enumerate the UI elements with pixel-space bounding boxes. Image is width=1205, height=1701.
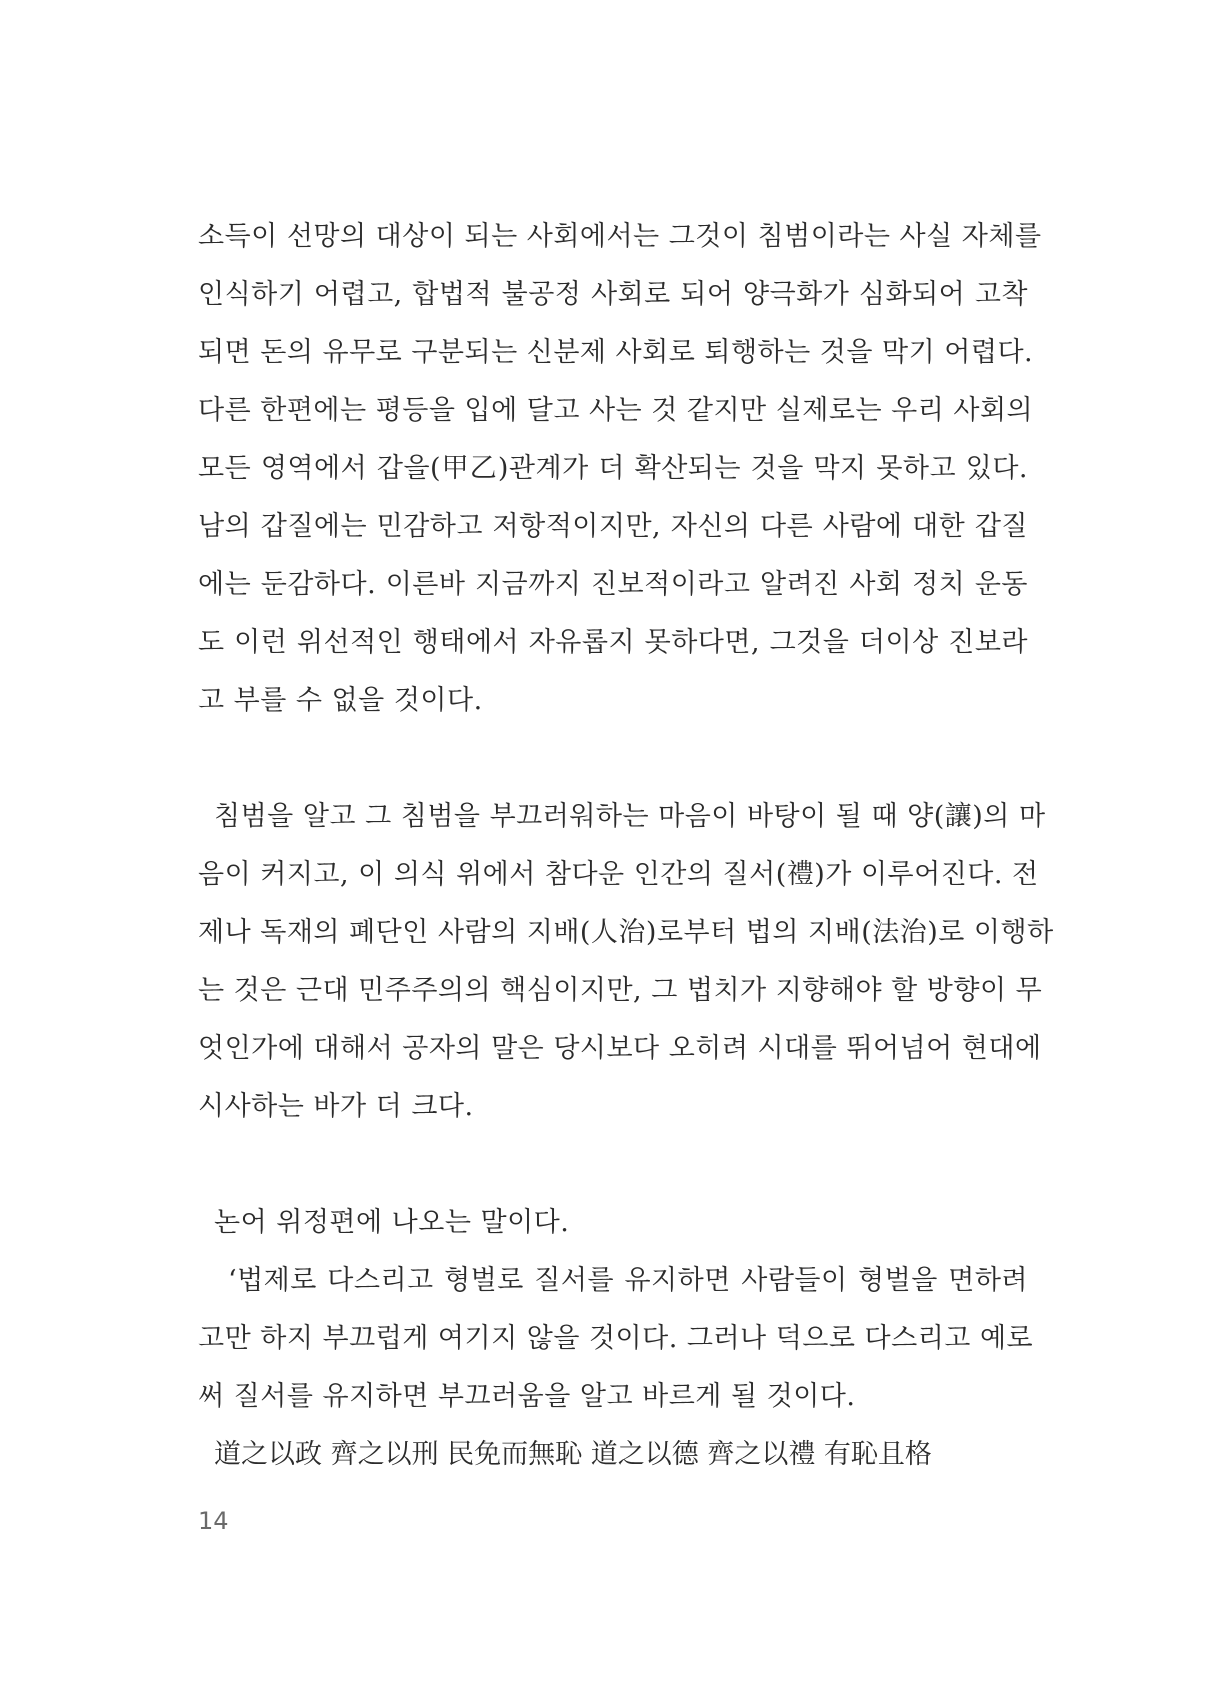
text-line: 에는 둔감하다. 이른바 지금까지 진보적이라고 알려진 사회 정치 운동: [198, 569, 1028, 600]
text-line: 는 것은 근대 민주주의의 핵심이지만, 그 법치가 지향해야 할 방향이 무: [198, 975, 1043, 1006]
page-body: [198, 208, 1054, 1484]
intro-line: 논어 위정편에 나오는 말이다.: [214, 1207, 570, 1238]
paragraph-3: [198, 1194, 1034, 1484]
text-line: 모든 영역에서 갑을(甲乙)관계가 더 확산되는 것을 막지 못하고 있다.: [198, 453, 1028, 484]
text-line: 음이 커지고, 이 의식 위에서 참다운 인간의 질서(禮)가 이루어진다. 전: [198, 859, 1039, 890]
paragraph-1: [198, 208, 1042, 730]
paragraph-gap: [198, 1136, 1028, 1194]
text-line: 고 부를 수 없을 것이다.: [198, 685, 483, 716]
text-line: 다른 한편에는 평등을 입에 달고 사는 것 같지만 실제로는 우리 사회의: [198, 395, 1034, 426]
text-line: 되면 돈의 유무로 구분되는 신분제 사회로 퇴행하는 것을 막기 어렵다.: [198, 337, 1034, 368]
quote-line: 고만 하지 부끄럽게 여기지 않을 것이다. 그러나 덕으로 다스리고 예로: [198, 1323, 1034, 1354]
text-line: 침범을 알고 그 침범을 부끄러워하는 마음이 바탕이 될 때 양(讓)의 마: [214, 801, 1046, 832]
text-line: 도 이런 위선적인 행태에서 자유롭지 못하다면, 그것을 더이상 진보라: [198, 627, 1028, 658]
quote-line: ‘법제로 다스리고 형벌로 질서를 유지하면 사람들이 형벌을 면하려: [228, 1265, 1028, 1296]
page-number: 14: [198, 1507, 229, 1535]
text-line: 인식하기 어렵고, 합법적 불공정 사회로 되어 양극화가 심화되어 고착: [198, 279, 1028, 310]
text-line: 남의 갑질에는 민감하고 저항적이지만, 자신의 다른 사람에 대한 갑질: [198, 511, 1028, 542]
paragraph-gap: [198, 730, 1028, 788]
quote-line: 써 질서를 유지하면 부끄러움을 알고 바르게 될 것이다.: [198, 1381, 856, 1412]
text-line: 소득이 선망의 대상이 되는 사회에서는 그것이 침범이라는 사실 자체를: [198, 221, 1042, 252]
text-line: 엇인가에 대해서 공자의 말은 당시보다 오히려 시대를 뛰어넘어 현대에: [198, 1033, 1042, 1064]
original-hanja-line: 道之以政 齊之以刑 民免而無恥 道之以德 齊之以禮 有恥且格: [214, 1439, 932, 1470]
paragraph-2: [198, 788, 1054, 1136]
text-line: 시사하는 바가 더 크다.: [198, 1091, 474, 1122]
text-line: 제나 독재의 폐단인 사람의 지배(人治)로부터 법의 지배(法治)로 이행하: [198, 917, 1054, 948]
